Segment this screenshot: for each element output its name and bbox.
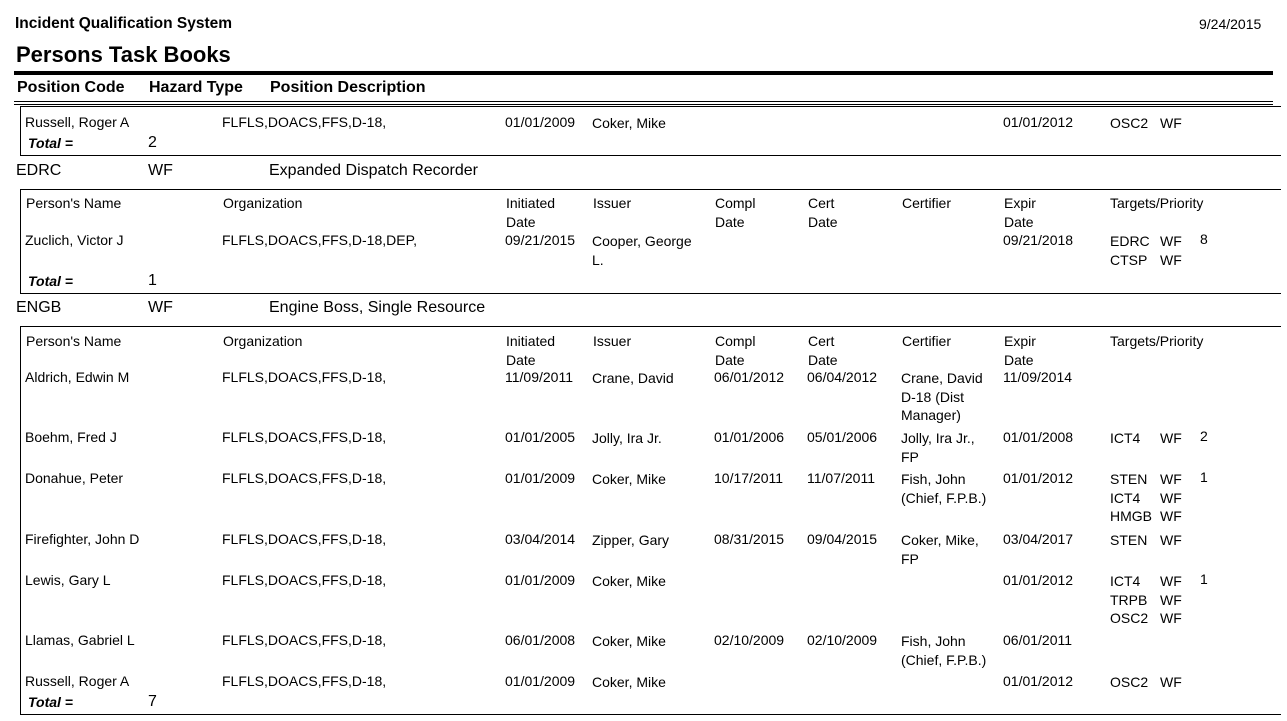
target-hazard: WF xyxy=(1160,115,1182,131)
cert-date: 11/07/2011 xyxy=(807,470,875,486)
total-label: Total = xyxy=(28,694,73,710)
column-header-expir-date: Date xyxy=(1004,351,1034,368)
total-label: Total = xyxy=(28,135,73,151)
priority: 8 xyxy=(1200,231,1208,247)
column-header-initiated-date: Initiated xyxy=(506,333,556,349)
initiated-date: 01/01/2009 xyxy=(505,470,576,486)
column-header-targets-priority: Targets/Priority xyxy=(1110,333,1204,349)
column-header-compl-date: Date xyxy=(715,213,745,230)
certifier: Coker, Mike, xyxy=(901,532,979,548)
person-name: Aldrich, Edwin M xyxy=(25,369,130,385)
issuer: Coker, Mike xyxy=(592,115,666,131)
target-hazard: WF xyxy=(1160,532,1182,548)
column-header-certifier: Certifier xyxy=(902,195,952,211)
priority: 2 xyxy=(1200,428,1208,444)
column-header-issuer: Issuer xyxy=(593,195,632,211)
certifier: Manager) xyxy=(901,407,961,423)
target-code: OSC2 xyxy=(1110,610,1149,626)
expir-date: 01/01/2012 xyxy=(1003,673,1074,689)
position-code: EDRC xyxy=(16,162,62,179)
column-header-expir-date: Expir xyxy=(1004,333,1036,349)
certifier: Fish, John xyxy=(901,471,966,487)
column-header-organization: Organization xyxy=(223,333,303,349)
priority: 1 xyxy=(1200,571,1208,587)
person-name: Llamas, Gabriel L xyxy=(25,632,135,648)
priority: 1 xyxy=(1200,469,1208,485)
person-name: Russell, Roger A xyxy=(25,673,130,689)
hazard-type: WF xyxy=(148,162,173,179)
column-header-expir-date: Date xyxy=(1004,213,1034,230)
expir-date: 01/01/2008 xyxy=(1003,429,1074,445)
certifier: FP xyxy=(901,448,919,465)
column-header-initiated-date: Initiated xyxy=(506,195,556,211)
target-hazard: WF xyxy=(1160,508,1182,524)
certifier: (Chief, F.P.B.) xyxy=(901,489,987,506)
target-code: ICT4 xyxy=(1110,573,1141,589)
person-name: Zuclich, Victor J xyxy=(25,232,124,248)
app-title: Incident Qualification System xyxy=(15,15,233,32)
header-rule xyxy=(14,104,1273,105)
position-code-header: Position Code xyxy=(17,79,125,96)
target-hazard: WF xyxy=(1160,251,1182,268)
issuer: L. xyxy=(592,251,604,268)
total-value: 2 xyxy=(148,134,157,151)
initiated-date: 01/01/2009 xyxy=(505,114,576,130)
title-rule xyxy=(14,71,1273,75)
initiated-date: 01/01/2009 xyxy=(505,673,576,689)
column-header-organization: Organization xyxy=(223,195,303,211)
column-header-cert-date: Cert xyxy=(808,195,835,211)
compl-date: 06/01/2012 xyxy=(714,369,785,385)
issuer: Coker, Mike xyxy=(592,471,666,487)
compl-date: 02/10/2009 xyxy=(714,632,785,648)
report-date: 9/24/2015 xyxy=(1199,16,1262,32)
cert-date: 06/04/2012 xyxy=(807,369,878,385)
initiated-date: 01/01/2005 xyxy=(505,429,576,445)
target-hazard: WF xyxy=(1160,489,1182,506)
target-code: OSC2 xyxy=(1110,115,1149,131)
expir-date: 01/01/2012 xyxy=(1003,470,1074,486)
person-name: Lewis, Gary L xyxy=(25,572,111,588)
issuer: Crane, David xyxy=(592,370,674,386)
issuer: Coker, Mike xyxy=(592,573,666,589)
column-header-cert-date: Date xyxy=(808,351,838,368)
certifier: FP xyxy=(901,550,919,567)
hazard-type-header: Hazard Type xyxy=(149,79,243,96)
person-name: Donahue, Peter xyxy=(25,470,124,486)
initiated-date: 03/04/2014 xyxy=(505,531,576,547)
target-hazard: WF xyxy=(1160,430,1182,446)
organization: FLFLS,DOACS,FFS,D-18, xyxy=(222,369,387,385)
certifier: Jolly, Ira Jr., xyxy=(901,430,975,446)
issuer: Zipper, Gary xyxy=(592,532,670,548)
target-code: HMGB xyxy=(1110,508,1152,524)
expir-date: 11/09/2014 xyxy=(1003,369,1073,385)
column-header-cert-date: Date xyxy=(808,213,838,230)
column-header-initiated-date: Date xyxy=(506,213,536,230)
organization: FLFLS,DOACS,FFS,D-18, xyxy=(222,429,387,445)
issuer: Coker, Mike xyxy=(592,674,666,690)
total-label: Total = xyxy=(28,273,73,289)
target-code: ICT4 xyxy=(1110,489,1141,506)
compl-date: 01/01/2006 xyxy=(714,429,785,445)
initiated-date: 11/09/2011 xyxy=(505,369,573,385)
expir-date: 01/01/2012 xyxy=(1003,572,1074,588)
position-code: ENGB xyxy=(16,299,62,316)
target-code: CTSP xyxy=(1110,251,1148,268)
organization: FLFLS,DOACS,FFS,D-18,DEP, xyxy=(222,232,418,248)
issuer: Jolly, Ira Jr. xyxy=(592,430,662,446)
person-name: Boehm, Fred J xyxy=(25,429,117,445)
target-hazard: WF xyxy=(1160,233,1182,249)
column-header-name: Person's Name xyxy=(26,195,122,211)
organization: FLFLS,DOACS,FFS,D-18, xyxy=(222,470,387,486)
header-rule xyxy=(14,101,1273,102)
organization: FLFLS,DOACS,FFS,D-18, xyxy=(222,114,387,130)
position-description: Engine Boss, Single Resource xyxy=(269,299,486,316)
organization: FLFLS,DOACS,FFS,D-18, xyxy=(222,632,387,648)
position-description: Expanded Dispatch Recorder xyxy=(269,162,479,179)
target-hazard: WF xyxy=(1160,674,1182,690)
target-code: STEN xyxy=(1110,532,1148,548)
compl-date: 08/31/2015 xyxy=(714,531,785,547)
certifier: D-18 (Dist xyxy=(901,388,965,405)
expir-date: 01/01/2012 xyxy=(1003,114,1074,130)
column-header-cert-date: Cert xyxy=(808,333,835,349)
expir-date: 06/01/2011 xyxy=(1003,632,1073,648)
target-hazard: WF xyxy=(1160,471,1182,487)
cert-date: 09/04/2015 xyxy=(807,531,878,547)
certifier: Crane, David xyxy=(901,370,983,386)
issuer: Cooper, George xyxy=(592,233,692,249)
organization: FLFLS,DOACS,FFS,D-18, xyxy=(222,572,387,588)
initiated-date: 09/21/2015 xyxy=(505,232,576,248)
expir-date: 09/21/2018 xyxy=(1003,232,1074,248)
position-description-header: Position Description xyxy=(270,79,426,96)
hazard-type: WF xyxy=(148,299,173,316)
column-header-certifier: Certifier xyxy=(902,333,952,349)
initiated-date: 01/01/2009 xyxy=(505,572,576,588)
column-header-issuer: Issuer xyxy=(593,333,632,349)
column-header-targets-priority: Targets/Priority xyxy=(1110,195,1204,211)
target-hazard: WF xyxy=(1160,591,1182,608)
column-header-compl-date: Compl xyxy=(715,195,756,211)
total-value: 7 xyxy=(148,693,157,710)
issuer: Coker, Mike xyxy=(592,633,666,649)
report-title: Persons Task Books xyxy=(16,42,231,67)
column-header-initiated-date: Date xyxy=(506,351,536,368)
person-name: Firefighter, John D xyxy=(25,531,140,547)
person-name: Russell, Roger A xyxy=(25,114,130,130)
cert-date: 02/10/2009 xyxy=(807,632,878,648)
organization: FLFLS,DOACS,FFS,D-18, xyxy=(222,673,387,689)
target-code: EDRC xyxy=(1110,233,1150,249)
cert-date: 05/01/2006 xyxy=(807,429,878,445)
certifier: Fish, John xyxy=(901,633,966,649)
column-header-expir-date: Expir xyxy=(1004,195,1036,211)
initiated-date: 06/01/2008 xyxy=(505,632,576,648)
total-value: 1 xyxy=(148,272,157,289)
certifier: (Chief, F.P.B.) xyxy=(901,651,987,668)
compl-date: 10/17/2011 xyxy=(714,470,784,486)
target-hazard: WF xyxy=(1160,610,1182,626)
column-header-compl-date: Date xyxy=(715,351,745,368)
expir-date: 03/04/2017 xyxy=(1003,531,1074,547)
target-code: OSC2 xyxy=(1110,674,1149,690)
target-hazard: WF xyxy=(1160,573,1182,589)
organization: FLFLS,DOACS,FFS,D-18, xyxy=(222,531,387,547)
target-code: STEN xyxy=(1110,471,1148,487)
column-header-compl-date: Compl xyxy=(715,333,756,349)
target-code: TRPB xyxy=(1110,591,1148,608)
target-code: ICT4 xyxy=(1110,430,1141,446)
column-header-name: Person's Name xyxy=(26,333,122,349)
